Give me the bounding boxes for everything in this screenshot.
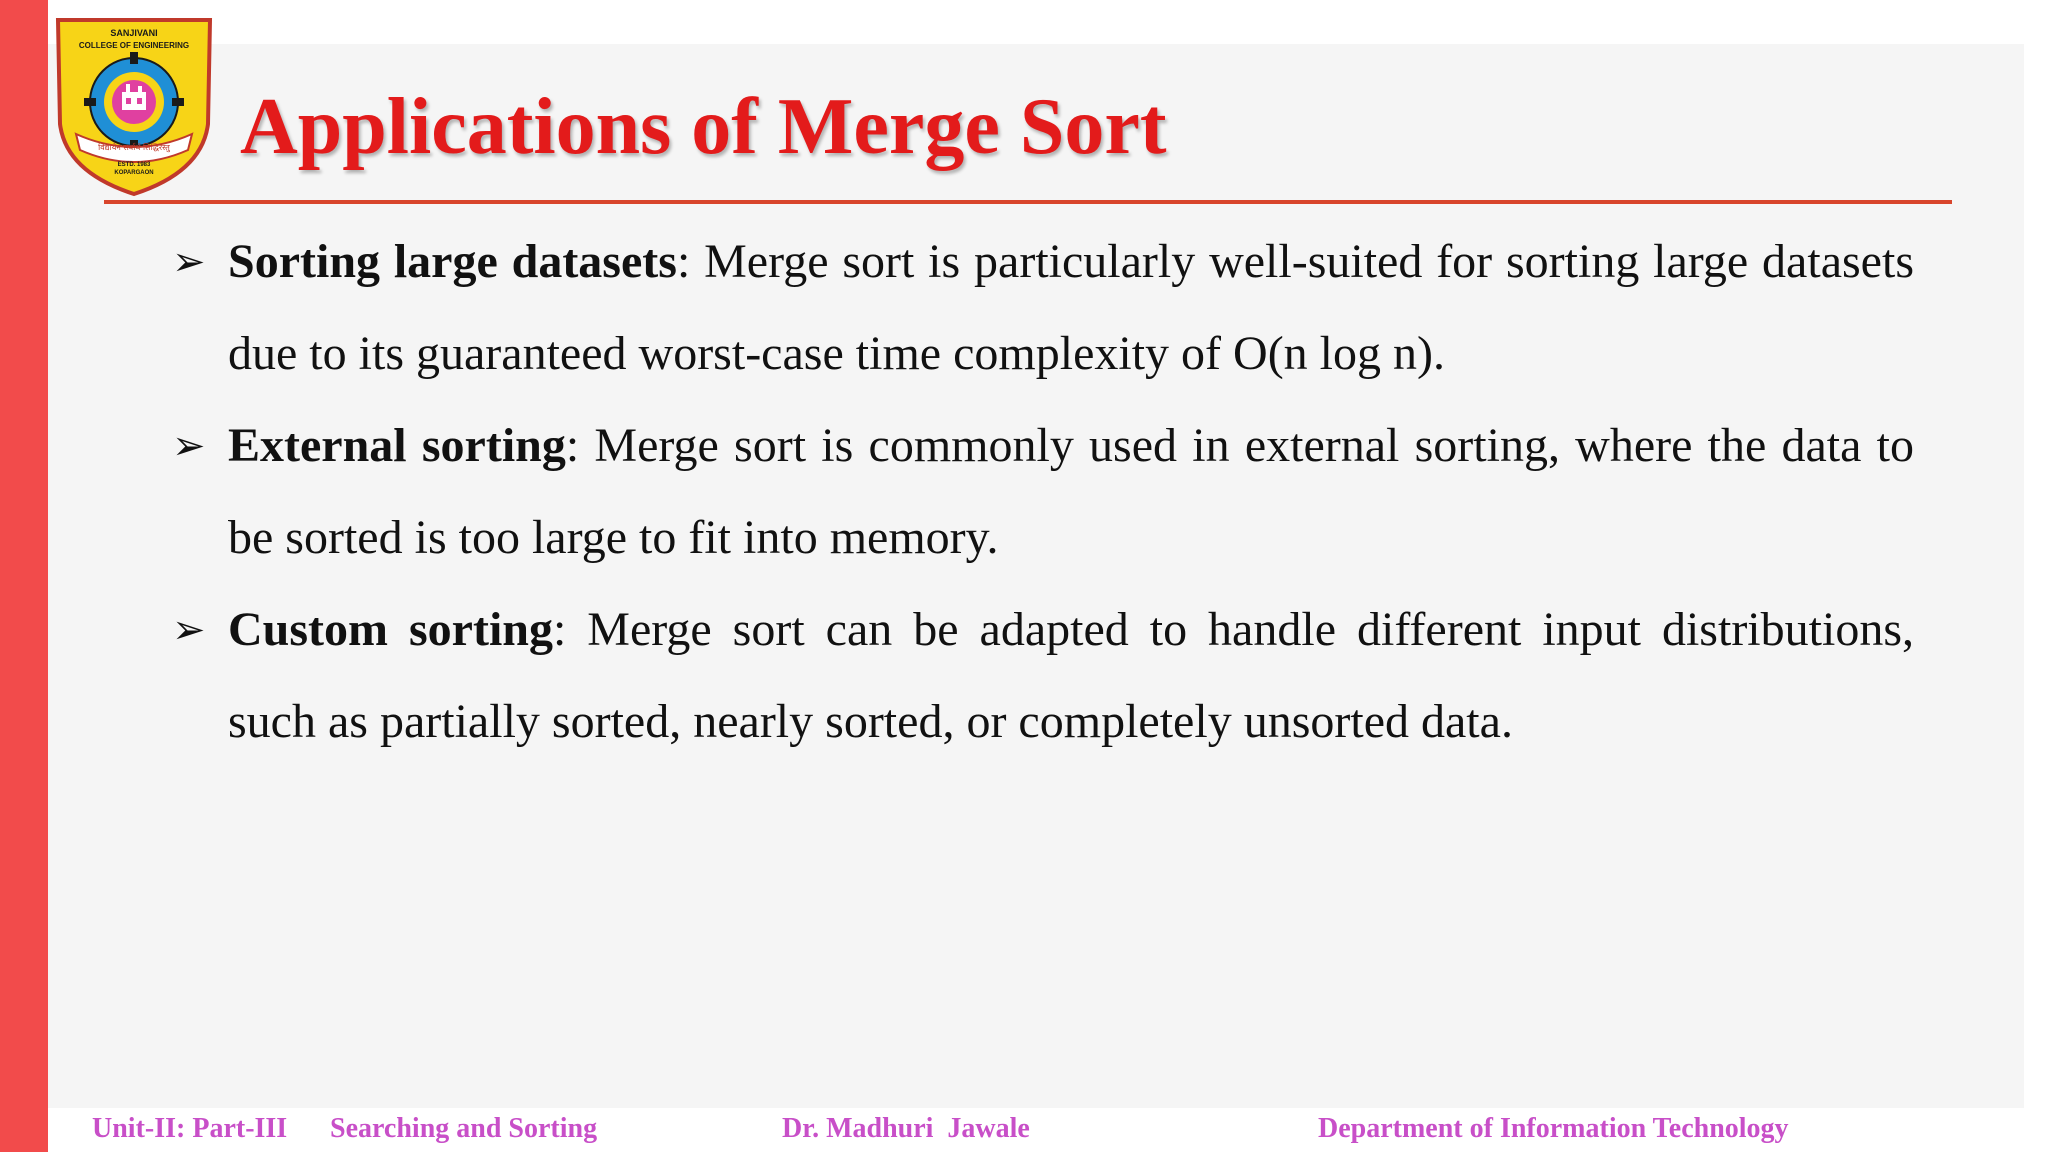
svg-text:विद्यायेन सर्वार्थ सिद्धिरस्तु: विद्यायेन सर्वार्थ सिद्धिरस्तु: [98, 143, 170, 152]
left-accent-bar: [0, 0, 48, 1152]
footer-department: Department of Information Technology: [1318, 1113, 1789, 1144]
bullet-text: : Merge sort is commonly used in external sorting, where the data to be sorted is too large to fit into memory.: [228, 419, 1915, 564]
svg-text:KOPARGAON: KOPARGAON: [114, 170, 154, 176]
arrow-bullet-icon: ➢: [172, 423, 206, 469]
bullet-text: : Merge sort can be adapted to handle different input distributions, such as partially sorted, nearly sorted, or completely unsorted data.: [228, 603, 1914, 748]
bullet-item-external-sorting: [172, 400, 1914, 584]
svg-text:COLLEGE OF ENGINEERING: COLLEGE OF ENGINEERING: [78, 41, 190, 50]
svg-text:ESTD. 1983: ESTD. 1983: [117, 162, 151, 168]
arrow-bullet-icon: ➢: [172, 239, 206, 285]
footer-author: Dr. Madhuri Jawale: [782, 1113, 1030, 1144]
slide-title: Applications of Merge Sort: [240, 83, 1167, 171]
title-divider: [104, 200, 1952, 204]
bullet-text: : Merge sort is particularly well-suited for sorting large datasets due to its guaranteed worst-case time complexity of O(n log n).: [228, 235, 1914, 380]
bullet-term: Custom sorting: [228, 603, 553, 656]
college-logo-icon: [52, 14, 216, 198]
bullet-item-sorting-large-datasets: [172, 216, 1914, 400]
bullet-list: [172, 216, 1914, 768]
svg-text:SANJIVANI: SANJIVANI: [110, 28, 158, 38]
footer-topic: Searching and Sorting: [330, 1113, 598, 1144]
bullet-term: Sorting large datasets: [228, 235, 677, 288]
arrow-bullet-icon: ➢: [172, 607, 206, 653]
footer-unit: Unit-II: Part-III: [92, 1113, 288, 1144]
bullet-item-custom-sorting: [172, 584, 1914, 768]
bullet-term: External sorting: [228, 419, 566, 472]
